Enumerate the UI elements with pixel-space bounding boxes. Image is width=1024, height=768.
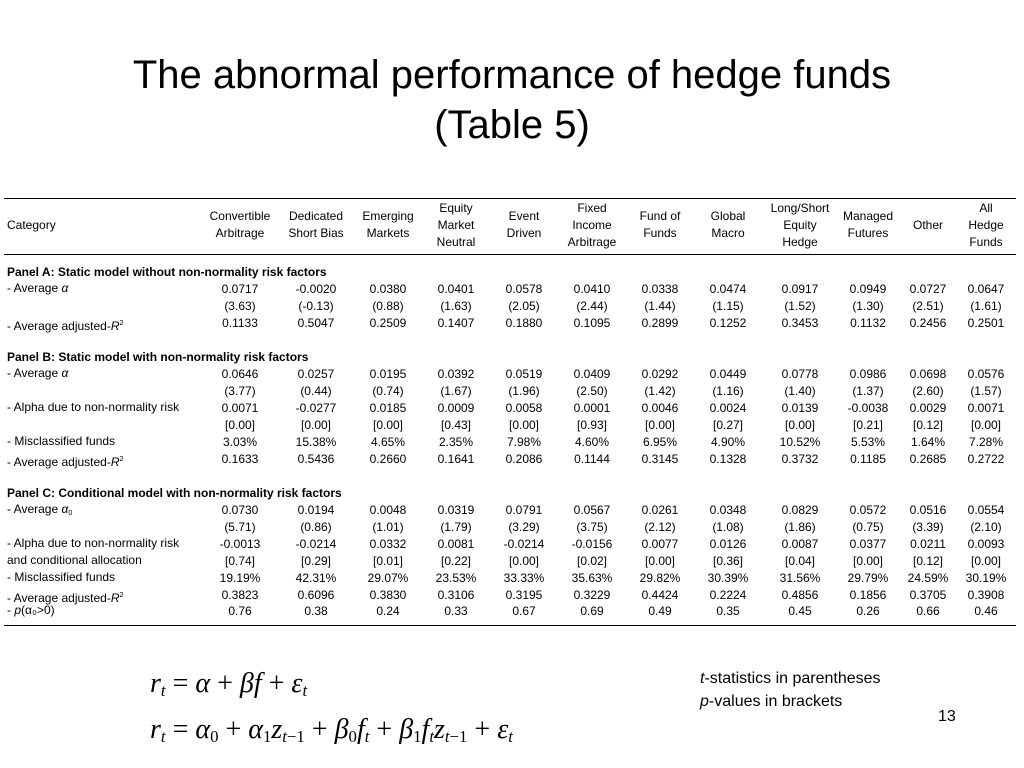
table-cell: 0.2086 xyxy=(505,451,543,466)
table-cell: (5.71) xyxy=(224,519,256,534)
table-cell: 0.0093 xyxy=(967,536,1005,551)
table-cell: 0.0195 xyxy=(369,367,407,381)
table-cell: 0.0791 xyxy=(505,503,543,517)
table-cell: (1.15) xyxy=(712,298,744,313)
table-cell: 0.2456 xyxy=(909,315,947,330)
column-header xyxy=(489,208,559,242)
table-cell: 0.0292 xyxy=(641,367,679,381)
column-header-line: Arbitrage xyxy=(215,226,265,240)
column-header-line: Long/Short xyxy=(770,201,830,215)
table-cell: 31.56% xyxy=(779,570,821,585)
row-label-text: - Alpha due to non-normality risk xyxy=(7,535,180,550)
table-cell: (-0.13) xyxy=(298,298,334,313)
table-cell: 15.38% xyxy=(295,434,337,449)
table-cell: (1.86) xyxy=(784,519,816,534)
table-cell: (1.30) xyxy=(852,298,884,313)
table-cell: 0.0949 xyxy=(849,282,887,296)
table-cell: 0.0698 xyxy=(909,367,947,381)
table-cell: 0.0392 xyxy=(437,367,475,381)
table-cell: (0.75) xyxy=(852,519,884,534)
column-header-line: Emerging xyxy=(362,209,414,223)
table-cell: 0.3106 xyxy=(437,587,475,602)
row-label xyxy=(7,433,115,450)
table-cell: 0.66 xyxy=(916,604,940,619)
row-label-text: - Average adjusted- xyxy=(7,454,111,469)
table-cell: 0.0319 xyxy=(437,503,475,517)
table-cell: 0.0646 xyxy=(221,367,259,381)
header-category: Category xyxy=(7,218,56,232)
table-cell: [0.22] xyxy=(440,553,472,568)
table-cell: 0.0449 xyxy=(709,367,747,381)
table-cell: -0.0013 xyxy=(219,536,261,551)
table-cell: 0.2899 xyxy=(641,315,679,330)
table-cell: 0.0401 xyxy=(437,282,475,296)
column-header xyxy=(421,200,491,251)
table-cell: 0.0572 xyxy=(849,503,887,517)
table-cell: (0.86) xyxy=(300,519,332,534)
table-cell: 24.59% xyxy=(907,570,949,585)
table-cell: (0.44) xyxy=(300,383,332,398)
column-header xyxy=(693,208,763,242)
table-cell: (3.75) xyxy=(576,519,608,534)
column-header-line: Arbitrage xyxy=(567,235,617,249)
table-cell: [0.27] xyxy=(712,417,744,432)
table-cell: 1.64% xyxy=(910,434,946,449)
table-cell: 0.2501 xyxy=(967,315,1005,330)
table-cell: 0.24 xyxy=(376,604,400,619)
table-cell: 0.1132 xyxy=(850,315,886,330)
table-cell: (1.61) xyxy=(970,298,1002,313)
row-label-text: - Average adjusted- xyxy=(7,590,111,605)
column-header xyxy=(951,200,1021,251)
table-cell: (1.67) xyxy=(440,383,472,398)
table-cell: 2.35% xyxy=(438,434,474,449)
table-cell: [0.00] xyxy=(508,417,540,432)
table-cell: (1.42) xyxy=(644,383,676,398)
table-cell: (2.60) xyxy=(912,383,944,398)
equation-1: $r_t = \alpha + \beta f + \varepsilon_t$ xyxy=(150,668,308,701)
table-cell: 0.2685 xyxy=(909,451,947,466)
table-cell: -0.0038 xyxy=(847,400,889,415)
table-cell: 0.45 xyxy=(788,604,812,619)
table-cell: -0.0156 xyxy=(571,536,613,551)
table-cell: (1.08) xyxy=(712,519,744,534)
row-symbol-sup: 2 xyxy=(119,317,124,327)
column-header-line: Global xyxy=(710,209,746,223)
table-cell: (1.01) xyxy=(372,519,404,534)
table-cell: -0.0214 xyxy=(295,536,337,551)
table-cell: [0.00] xyxy=(970,553,1002,568)
table-cell: 0.69 xyxy=(580,604,604,619)
table-cell: [0.36] xyxy=(712,553,744,568)
column-header-line: Managed xyxy=(842,209,894,223)
column-header-line: Markets xyxy=(366,226,410,240)
table-cell: 0.0058 xyxy=(505,400,543,415)
table-cell: 0.3145 xyxy=(641,451,679,466)
table-cell: -0.0214 xyxy=(503,536,545,551)
column-header xyxy=(353,208,423,242)
table-cell: (1.16) xyxy=(712,383,744,398)
column-header-line: Neutral xyxy=(436,235,476,249)
table-cell: 0.0578 xyxy=(505,282,543,296)
table-cell: 7.28% xyxy=(968,434,1004,449)
table-cell: [0.12] xyxy=(912,553,944,568)
table-cell: 42.31% xyxy=(295,570,337,585)
table-cell: 0.3229 xyxy=(573,587,611,602)
table-cell: (2.44) xyxy=(576,298,608,313)
tstat-text: -statistics in parentheses xyxy=(704,670,881,687)
table-cell: [0.21] xyxy=(852,417,884,432)
table-cell: 35.63% xyxy=(571,570,613,585)
table-cell: 0.0410 xyxy=(573,282,611,296)
table-cell: [0.00] xyxy=(644,553,676,568)
table-cell: [0.29] xyxy=(300,553,332,568)
table-cell: 0.0332 xyxy=(369,536,407,551)
table-cell: 29.79% xyxy=(847,570,889,585)
row-symbol: α xyxy=(61,281,69,295)
table-cell: 0.49 xyxy=(648,604,672,619)
panel-title: Panel A: Static model without non-normality risk factors xyxy=(7,265,327,279)
row-label-text: - Average xyxy=(7,281,62,295)
table-cell: 19.19% xyxy=(219,570,261,585)
equation-2: $r_t = \alpha_0 + \alpha_1z_{t-1} + \beta_0f_t + \beta_1f_tz_{t-1} + \varepsilon_t$ xyxy=(150,714,513,747)
row-label xyxy=(7,602,55,619)
row-symbol-sub: 0 xyxy=(68,507,73,517)
column-header-line: Hedge xyxy=(782,235,818,249)
table-cell: 0.0087 xyxy=(781,536,819,551)
slide-title xyxy=(0,50,1024,150)
table-cell: (2.51) xyxy=(912,298,944,313)
table-cell: [0.93] xyxy=(576,417,608,432)
table-cell: 0.0081 xyxy=(437,536,475,551)
column-header-line: Equity xyxy=(439,201,473,215)
tstat-note xyxy=(700,667,881,690)
table-cell: [0.00] xyxy=(372,417,404,432)
row-label-text: - Alpha due to non-normality risk xyxy=(7,399,180,414)
table-cell: 0.4856 xyxy=(781,587,819,602)
column-header xyxy=(281,208,351,242)
column-header-line: Fixed xyxy=(577,201,607,215)
table-cell: 0.0211 xyxy=(910,536,946,551)
table-cell: 0.0519 xyxy=(505,367,543,381)
table-cell: 0.2660 xyxy=(369,451,407,466)
table-cell: 0.0474 xyxy=(709,282,747,296)
table-cell: [0.00] xyxy=(644,417,676,432)
table-cell: 0.1407 xyxy=(437,315,475,330)
table-cell: (1.40) xyxy=(784,383,816,398)
table-cell: 0.0348 xyxy=(709,503,747,517)
table-cell: (2.05) xyxy=(508,298,540,313)
row-label-text: and conditional allocation xyxy=(7,552,142,567)
table-cell: (1.96) xyxy=(508,383,540,398)
table-cell: 0.3908 xyxy=(967,587,1005,602)
column-header-line: Income xyxy=(572,218,612,232)
table-cell: 4.60% xyxy=(574,434,610,449)
table-cell: 0.0048 xyxy=(369,503,407,517)
table-cell: 0.0139 xyxy=(781,400,819,415)
table-cell: 0.6096 xyxy=(297,587,335,602)
table-cell: -0.0020 xyxy=(295,282,337,296)
table-cell: (0.74) xyxy=(372,383,404,398)
column-header-line: Driven xyxy=(506,226,542,240)
table-cell: [0.12] xyxy=(912,417,944,432)
column-header-line: Futures xyxy=(847,226,889,240)
table-cell: 0.0380 xyxy=(369,282,407,296)
table-cell: 0.3823 xyxy=(221,587,259,602)
table-cell: 30.39% xyxy=(707,570,749,585)
table-cell: 6.95% xyxy=(642,434,678,449)
table-cell: 0.0377 xyxy=(849,536,887,551)
table-cell: 0.0257 xyxy=(297,367,335,381)
row-symbol-sup: 2 xyxy=(119,589,124,599)
table-cell: 0.0071 xyxy=(221,400,259,415)
table-cell: 0.0986 xyxy=(849,367,887,381)
column-header-line: Other xyxy=(912,218,943,232)
table-cell: 0.35 xyxy=(716,604,740,619)
table-cell: 0.2722 xyxy=(967,451,1005,466)
table-cell: (1.57) xyxy=(970,383,1002,398)
table-cell: 10.52% xyxy=(779,434,821,449)
table-cell: 0.76 xyxy=(228,604,252,619)
table-cell: (1.79) xyxy=(440,519,472,534)
row-label xyxy=(7,552,142,569)
row-label xyxy=(7,450,124,471)
row-label-text: - xyxy=(7,603,15,618)
column-header-line: Event xyxy=(508,209,540,223)
row-label xyxy=(7,365,68,382)
column-header-line: Convertible xyxy=(209,209,271,223)
table-cell: 0.0727 xyxy=(909,282,947,296)
pval-note xyxy=(700,690,881,713)
table-cell: 0.0730 xyxy=(221,503,259,517)
table-cell: 0.0024 xyxy=(709,400,747,415)
row-label-text: - Average xyxy=(7,366,62,380)
table-cell: 0.0717 xyxy=(221,282,259,296)
table-cell: 7.98% xyxy=(506,434,542,449)
table-cell: 0.1328 xyxy=(709,451,747,466)
column-header-line: Dedicated xyxy=(288,209,344,223)
table-cell: 0.67 xyxy=(512,604,536,619)
table-cell: 0.1641 xyxy=(437,451,475,466)
table-cell: 0.1095 xyxy=(573,315,611,330)
table-cell: 23.53% xyxy=(435,570,477,585)
column-header xyxy=(557,200,627,251)
table-cell: 0.0077 xyxy=(641,536,679,551)
table-cell: 0.0261 xyxy=(641,503,679,517)
table-cell: 0.38 xyxy=(304,604,328,619)
table-cell: 3.03% xyxy=(222,434,258,449)
table-cell: 0.5436 xyxy=(297,451,335,466)
table-cell: 0.0029 xyxy=(909,400,947,415)
table-rule-0 xyxy=(4,198,1016,199)
table-cell: 0.0516 xyxy=(909,503,947,517)
table-cell: 0.3830 xyxy=(369,587,407,602)
table-cell: 0.0409 xyxy=(573,367,611,381)
table-cell: 0.3195 xyxy=(505,587,543,602)
table-cell: 0.3453 xyxy=(781,315,819,330)
table-cell: [0.00] xyxy=(224,417,256,432)
table-cell: 0.3705 xyxy=(909,587,947,602)
table-cell: 0.0554 xyxy=(967,503,1005,517)
table-cell: (0.88) xyxy=(372,298,404,313)
table-cell: 0.0338 xyxy=(641,282,679,296)
row-symbol: R xyxy=(110,590,120,605)
table-cell: 0.1856 xyxy=(849,587,887,602)
table-cell: 0.0917 xyxy=(781,282,819,296)
table-cell: [0.00] xyxy=(508,553,540,568)
table-notes xyxy=(700,667,881,713)
table-cell: 0.26 xyxy=(856,604,880,619)
row-symbol: R xyxy=(110,318,120,333)
column-header-line: Macro xyxy=(711,226,745,240)
table-cell: 0.0126 xyxy=(709,536,747,551)
table-cell: (3.39) xyxy=(912,519,944,534)
column-header xyxy=(765,200,835,251)
table-cell: 0.0576 xyxy=(967,367,1005,381)
table-cell: [0.74] xyxy=(224,553,256,568)
column-header xyxy=(625,208,695,242)
row-label xyxy=(7,314,124,335)
table-cell: 0.0194 xyxy=(297,503,335,517)
table-cell: 0.2224 xyxy=(709,587,747,602)
table-cell: -0.0277 xyxy=(295,400,337,415)
table-cell: (3.63) xyxy=(224,298,256,313)
column-header xyxy=(205,208,275,242)
table-cell: [0.04] xyxy=(784,553,816,568)
row-label xyxy=(7,501,72,521)
table-cell: (1.63) xyxy=(440,298,472,313)
title-line-2: (Table 5) xyxy=(434,103,590,147)
table-cell: [0.00] xyxy=(784,417,816,432)
table-cell: 29.07% xyxy=(367,570,409,585)
table-cell: 0.0009 xyxy=(437,400,475,415)
table-rule-1 xyxy=(4,254,1016,255)
column-header-line: Fund of xyxy=(639,209,681,223)
column-header-line: Equity xyxy=(783,218,817,232)
table-cell: 0.3732 xyxy=(781,451,819,466)
row-label-text: - Average adjusted- xyxy=(7,318,111,333)
table-cell: 0.1185 xyxy=(850,451,886,466)
table-cell: (2.12) xyxy=(644,519,676,534)
table-rule-2 xyxy=(4,625,1016,626)
row-symbol: R xyxy=(110,454,120,469)
table-cell: 4.90% xyxy=(710,434,746,449)
table-cell: 0.0046 xyxy=(641,400,679,415)
table-cell: 0.0567 xyxy=(573,503,611,517)
table-cell: 0.1633 xyxy=(221,451,259,466)
table-cell: (1.44) xyxy=(644,298,676,313)
table-cell: 0.0185 xyxy=(369,400,407,415)
table-cell: (2.10) xyxy=(970,519,1002,534)
column-header-line: All xyxy=(979,201,993,215)
page-number: 13 xyxy=(938,708,956,725)
panel-title: Panel B: Static model with non-normality risk factors xyxy=(7,350,309,364)
table-cell: 0.0829 xyxy=(781,503,819,517)
row-label-text: - Average xyxy=(7,502,62,516)
table-cell: 0.4424 xyxy=(641,587,679,602)
table-cell: 0.0001 xyxy=(573,400,611,415)
table-cell: 30.19% xyxy=(965,570,1007,585)
table-cell: (3.29) xyxy=(508,519,540,534)
row-label xyxy=(7,569,115,586)
pval-prefix: p xyxy=(700,693,709,710)
row-label-text: - Misclassified funds xyxy=(7,433,116,448)
table-cell: [0.43] xyxy=(440,417,472,432)
table-cell: 0.0071 xyxy=(967,400,1005,415)
table-cell: 29.82% xyxy=(639,570,681,585)
row-symbol: p xyxy=(14,603,22,618)
table-cell: 0.0647 xyxy=(967,282,1005,296)
table-cell: (1.37) xyxy=(852,383,884,398)
row-label xyxy=(7,280,68,297)
table-cell: 0.1133 xyxy=(222,315,258,330)
table-cell: [0.01] xyxy=(372,553,404,568)
column-header-line: Market xyxy=(437,218,475,232)
panel-title: Panel C: Conditional model with non-normality risk factors xyxy=(7,486,342,500)
row-label xyxy=(7,535,179,552)
table-cell: [0.02] xyxy=(576,553,608,568)
column-header-line: Funds xyxy=(643,226,677,240)
table-cell: (3.77) xyxy=(224,383,256,398)
title-line-1: The abnormal performance of hedge funds xyxy=(132,53,892,97)
row-label-tail: (α₀>0) xyxy=(21,603,55,618)
row-symbol: α xyxy=(61,502,69,516)
row-label xyxy=(7,399,179,416)
table-cell: 4.65% xyxy=(370,434,406,449)
column-header-line: Funds xyxy=(969,235,1003,249)
table-cell: 0.2509 xyxy=(369,315,407,330)
table-cell: [0.00] xyxy=(300,417,332,432)
table-cell: (2.50) xyxy=(576,383,608,398)
table-cell: 33.33% xyxy=(503,570,545,585)
table-cell: (1.52) xyxy=(784,298,816,313)
table-cell: [0.00] xyxy=(852,553,884,568)
row-symbol-sup: 2 xyxy=(119,453,124,463)
row-label-text: - Misclassified funds xyxy=(7,569,116,584)
table-cell: 0.0778 xyxy=(781,367,819,381)
table-cell: [0.00] xyxy=(970,417,1002,432)
table-cell: 0.1880 xyxy=(505,315,543,330)
column-header-line: Hedge xyxy=(968,218,1004,232)
table-cell: 5.53% xyxy=(850,434,886,449)
tstat-prefix: t xyxy=(700,670,705,687)
table-cell: 0.33 xyxy=(444,604,468,619)
table-cell: 0.5047 xyxy=(297,315,335,330)
pval-text: -values in brackets xyxy=(708,693,843,710)
row-symbol: α xyxy=(61,366,69,380)
table-cell: 0.46 xyxy=(974,604,998,619)
table-cell: 0.1252 xyxy=(709,315,747,330)
column-header-line: Short Bias xyxy=(288,226,344,240)
table-cell: 0.1144 xyxy=(574,451,610,466)
